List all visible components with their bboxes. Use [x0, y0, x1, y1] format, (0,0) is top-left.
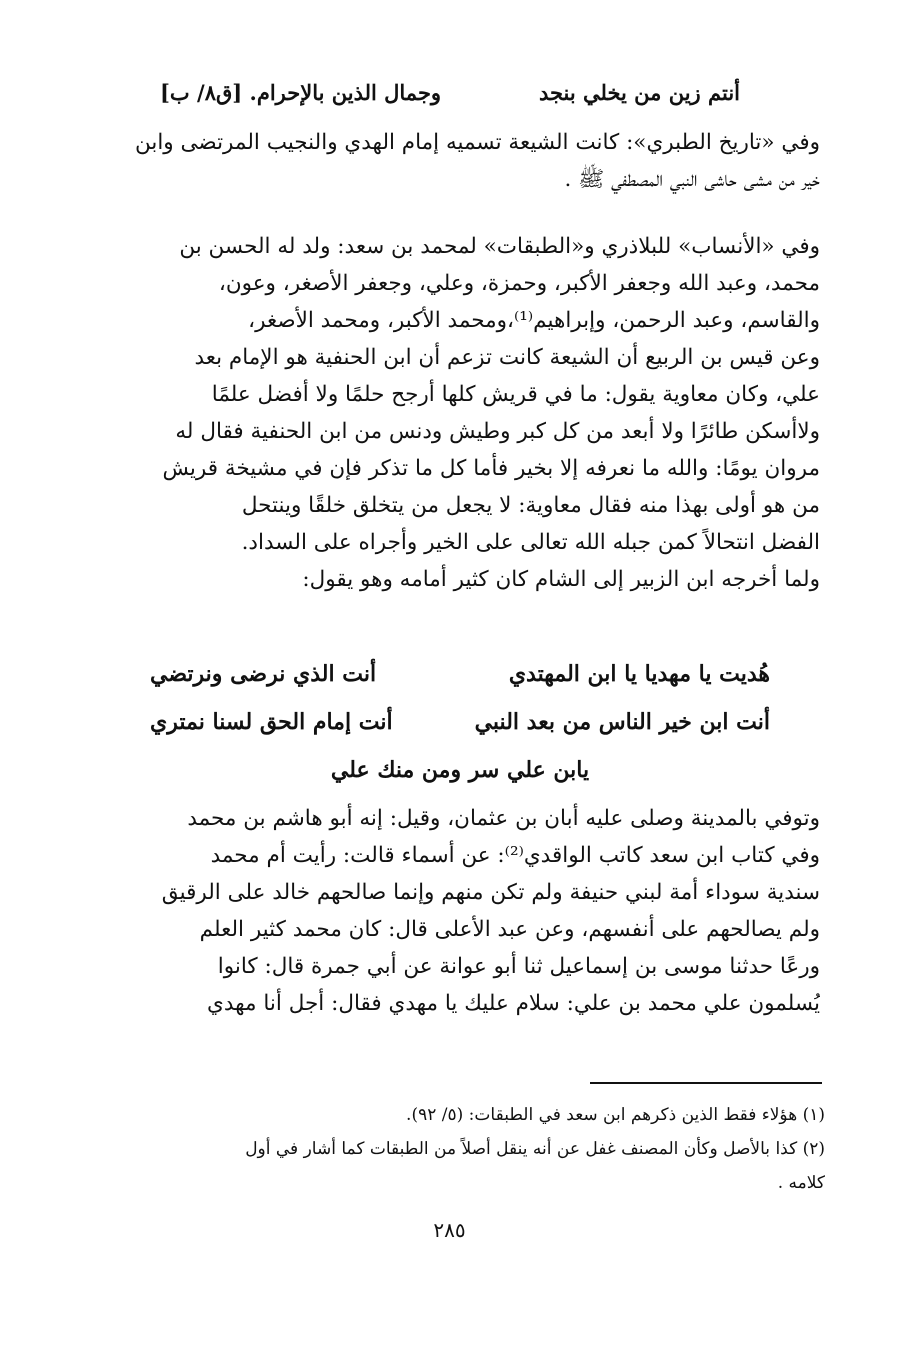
text-line: وفي «تاريخ الطبري»: كانت الشيعة تسميه إمام الهدي والنجيب المرتضى وابن: [134, 130, 820, 155]
poem-hemistich: أنت الذي نرضى ونرتضي: [150, 661, 377, 687]
page-number: ٢٨٥: [433, 1218, 466, 1242]
text-line: وتوفي بالمدينة وصلى عليه أبان بن عثمان، وقيل: إنه أبو هاشم بن محمد: [187, 806, 820, 831]
paragraph-tabari: [100, 124, 820, 198]
text-line: ولاأسكن طائرًا ولا أبعد من كل كبر وطيش ودنس من ابن الحنفية فقال له: [175, 419, 820, 444]
poem-verse-3: [150, 746, 770, 794]
header-hemistich-right: أنتم زين من يخلي بنجد: [538, 80, 740, 105]
footnote-divider: [590, 1082, 822, 1084]
footnote: (١) هؤلاء فقط الذين ذكرهم ابن سعد في الطبقات: (٥/ ٩٢).: [406, 1105, 825, 1125]
poem: [150, 650, 770, 794]
poem-hemistich: يابن علي سر ومن منك علي: [330, 757, 590, 783]
text-line: والقاسم، وعبد الرحمن، وإبراهيم⁽¹⁾،ومحمد الأكبر، ومحمد الأصغر،: [248, 308, 820, 333]
text-line: مروان يومًا: والله ما نعرفه إلا بخير فأما كل ما تذكر فإن في مشيخة قريش: [162, 456, 820, 481]
poem-hemistich: أنت ابن خير الناس من بعد النبي: [474, 709, 770, 735]
text-line: خير من مشى حاشى النبي المصطفي ﷺ .: [564, 167, 820, 192]
text-line: ورعًا حدثنا موسى بن إسماعيل ثنا أبو عوانة عن أبي جمرة قال: كانوا: [217, 954, 820, 979]
text-line: وفي كتاب ابن سعد كاتب الواقدي⁽²⁾: عن أسماء قالت: رأيت أم محمد: [210, 843, 820, 868]
poem-verse-1: [150, 650, 770, 698]
header-hemistich-left: وجمال الذين بالإحرام. [ق٨/ ب]: [160, 80, 442, 105]
text-line: محمد، وعبد الله وجعفر الأكبر، وحمزة، وعلي، وجعفر الأصغر، وعون،: [218, 271, 820, 296]
paragraph-death: [100, 800, 820, 1022]
text-line: علي، وكان معاوية يقول: ما في قريش كلها أرجح حلمًا ولا أفضل علمًا: [211, 382, 820, 407]
text-line: من هو أولى بهذا منه فقال معاوية: لا يجعل من يتخلق خلقًا وينتحل: [241, 493, 820, 518]
header-verse: [110, 80, 740, 114]
text-line: وفي «الأنساب» للبلاذري و«الطبقات» لمحمد بن سعد: ولد له الحسن بن: [179, 234, 820, 259]
text-line: يُسلمون علي محمد بن علي: سلام عليك يا مهدي فقال: أجل أنا مهدي: [206, 991, 820, 1016]
poem-hemistich: أنت إمام الحق لسنا نمتري: [150, 709, 393, 735]
text-line: ولما أخرجه ابن الزبير إلى الشام كان كثير أمامه وهو يقول:: [302, 567, 820, 592]
text-line: سندية سوداء أمة لبني حنيفة ولم تكن منهم وإنما صالحهم خالد على الرقيق: [161, 880, 820, 905]
paragraph-ansab: [100, 228, 820, 598]
text-line: وعن قيس بن الربيع أن الشيعة كانت تزعم أن ابن الحنفية هو الإمام بعد: [194, 345, 820, 370]
text-line: الفضل انتحالاً كمن جبله الله تعالى على الخير وأجراه على السداد.: [241, 530, 820, 555]
poem-verse-2: [150, 698, 770, 746]
poem-hemistich: هُديت يا مهديا يا ابن المهتدي: [508, 661, 770, 687]
footnote: كلامه .: [777, 1173, 825, 1193]
footnote: (٢) كذا بالأصل وكأن المصنف غفل عن أنه ينقل أصلاً من الطبقات كما أشار في أول: [245, 1139, 825, 1159]
footnotes: [110, 1098, 825, 1200]
text-line: ولم يصالحهم على أنفسهم، وعن عبد الأعلى قال: كان محمد كثير العلم: [199, 917, 820, 942]
